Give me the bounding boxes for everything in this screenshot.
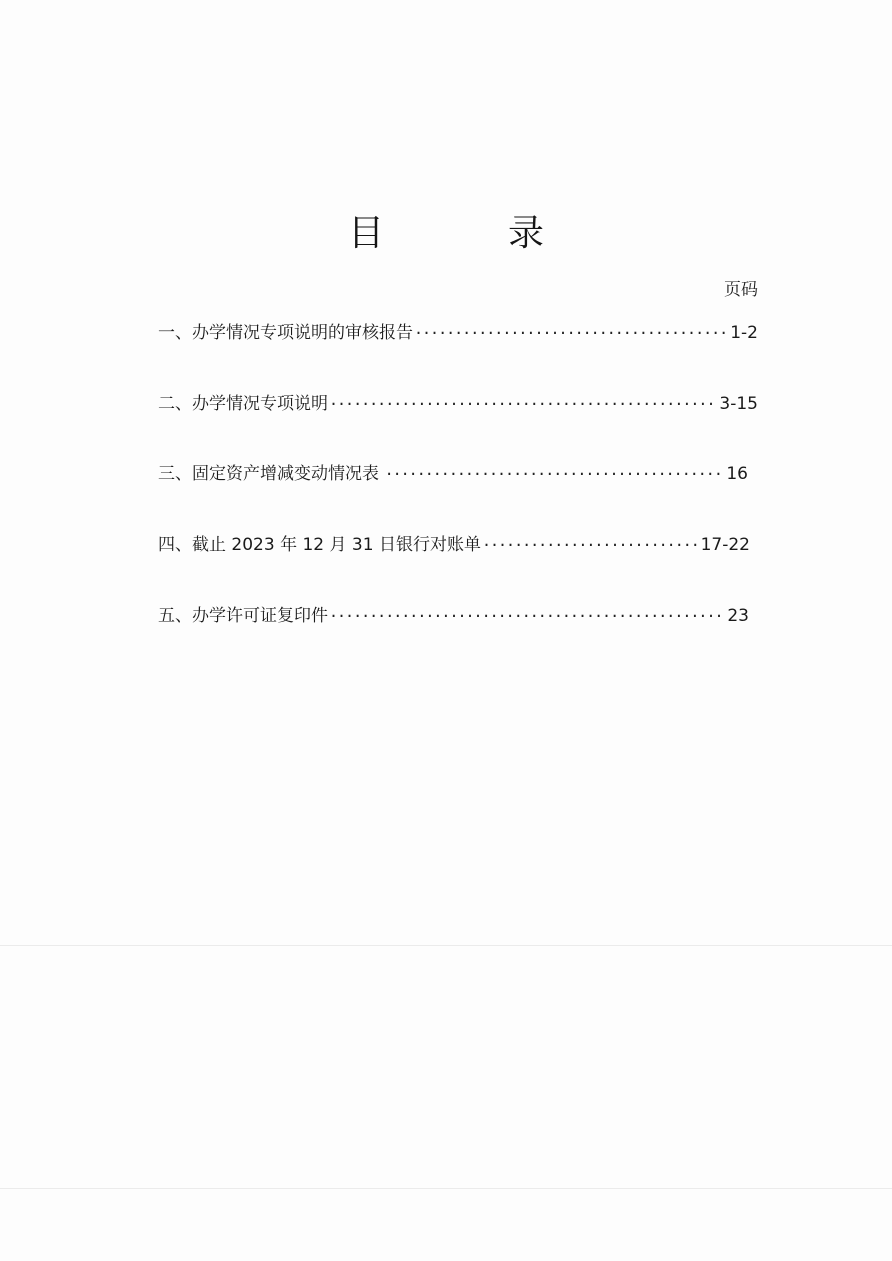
toc-entry [158,459,748,487]
toc-entry-label: 二、办学情况专项说明 [158,394,328,414]
toc-entry-pages: 1-2 [730,323,758,343]
toc-entry-pages: 23 [727,606,749,626]
page-title: 目 录 [347,213,588,254]
toc-entry-pages: 16 [726,464,748,484]
scan-artifact-line [0,1188,892,1189]
scan-artifact-line [0,945,892,946]
toc-entry-label: 五、办学许可证复印件 [158,606,328,626]
toc-entry-pages: 17-22 [700,535,750,555]
page-number-column-label: 页码 [724,280,758,300]
toc-entry [158,530,750,558]
toc-entry-label: 三、固定资产增减变动情况表 [158,464,379,484]
toc-entry-pages: 3-15 [719,394,758,414]
toc-entry [158,389,758,417]
toc-entry [158,601,749,629]
toc-dot-leader [329,607,726,625]
toc-entry-label: 一、办学情况专项说明的审核报告 [158,323,413,343]
toc-dot-leader [482,536,700,554]
toc-dot-leader [385,465,721,483]
toc-entry [158,318,758,346]
toc-dot-leader [329,395,718,413]
toc-dot-leader [414,324,729,342]
toc-entry-label: 四、截止 2023 年 12 月 31 日银行对账单 [158,535,481,555]
